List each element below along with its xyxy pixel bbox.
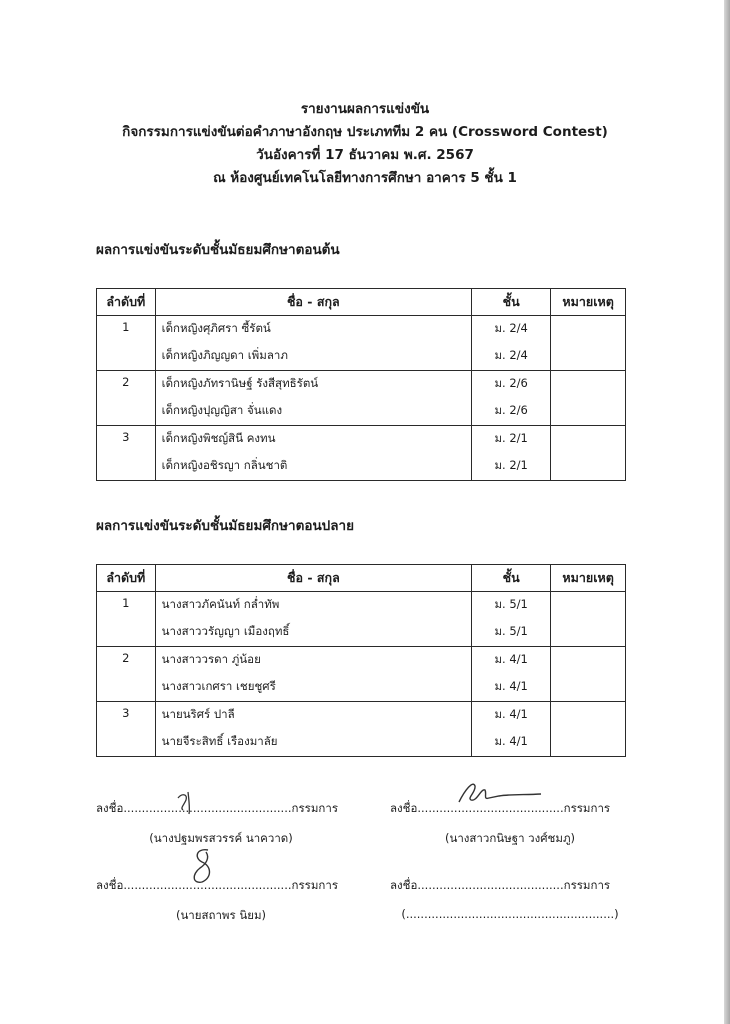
- report-title-block: [0, 98, 730, 190]
- table-row: [97, 426, 626, 481]
- signature-block-3: [96, 877, 346, 925]
- sign-prefix: ลงชื่อ: [96, 801, 124, 815]
- signature-line: ลงชื่อ..............................................กรรมการ: [96, 878, 339, 892]
- student-class: ม. 4/1: [494, 707, 528, 721]
- table-header-row: [97, 565, 626, 592]
- contest-venue: ณ ห้องศูนย์เทคโนโลยีทางการศึกษา อาคาร 5 ชั้น 1: [213, 170, 517, 186]
- student-class: ม. 4/1: [494, 679, 528, 693]
- names-cell: [155, 371, 471, 426]
- class-cell: [472, 316, 551, 371]
- rank-cell: 2: [97, 647, 156, 702]
- header-class: ชั้น: [472, 565, 551, 592]
- student-class: ม. 4/1: [494, 652, 528, 666]
- handwritten-signature-3: [186, 846, 220, 888]
- rank-cell: 1: [97, 592, 156, 647]
- student-class: ม. 2/4: [494, 321, 528, 335]
- signer-name: (.........................................................): [401, 907, 619, 921]
- results-table-upper-secondary: [96, 564, 626, 757]
- class-cell: [472, 592, 551, 647]
- report-title: รายงานผลการแข่งขัน: [300, 101, 430, 117]
- signature-line: ลงชื่อ........................................กรรมการ: [390, 878, 611, 892]
- sign-prefix: ลงชื่อ: [390, 878, 418, 892]
- student-name: นายจีระสิทธิ์ เรืองมาลัย: [161, 734, 278, 748]
- student-name: เด็กหญิงอชิรญา กลิ่นชาติ: [161, 458, 288, 472]
- results-table-lower-secondary: [96, 288, 626, 481]
- table-row: [97, 702, 626, 757]
- student-name: นางสาวเกศรา เชยชูศรี: [161, 679, 276, 693]
- signer-name: (นายสถาพร นิยม): [175, 908, 267, 922]
- student-class: ม. 5/1: [494, 624, 528, 638]
- note-cell: [551, 592, 626, 647]
- class-cell: [472, 426, 551, 481]
- note-cell: [551, 647, 626, 702]
- activity-title: กิจกรรมการแข่งขันต่อคำภาษาอังกฤษ ประเภททีม 2 คน (Crossword Contest): [122, 124, 608, 140]
- table-row: [97, 371, 626, 426]
- student-name: เด็กหญิงศุภิศรา ซี้รัตน์: [161, 321, 271, 335]
- signature-block-1: [96, 800, 346, 848]
- student-name: เด็กหญิงภิญญดา เพิ่มลาภ: [161, 348, 288, 362]
- signer-name: (นางปฐมพรสวรรค์ นาควาด): [149, 831, 293, 845]
- header-no: ลำดับที่: [97, 565, 156, 592]
- names-cell: [155, 592, 471, 647]
- student-class: ม. 2/4: [494, 348, 528, 362]
- handwritten-signature-2: [455, 778, 545, 808]
- table-row: [97, 316, 626, 371]
- rank-cell: 2: [97, 371, 156, 426]
- student-class: ม. 5/1: [494, 597, 528, 611]
- student-name: เด็กหญิงภัทรานิษฐ์ รังสีสุทธิรัตน์: [161, 376, 319, 390]
- table-header-row: [97, 289, 626, 316]
- header-class: ชั้น: [472, 289, 551, 316]
- student-name: เด็กหญิงพิชญ์สินี คงทน: [161, 431, 276, 445]
- sign-role: กรรมการ: [563, 801, 611, 815]
- header-no: ลำดับที่: [97, 289, 156, 316]
- header-name: ชื่อ - สกุล: [155, 565, 471, 592]
- note-cell: [551, 702, 626, 757]
- sign-prefix: ลงชื่อ: [96, 878, 124, 892]
- class-cell: [472, 371, 551, 426]
- student-name: นางสาววรัญญา เมืองฤทธิ์: [161, 624, 290, 638]
- sign-prefix: ลงชื่อ: [390, 801, 418, 815]
- names-cell: [155, 426, 471, 481]
- student-name: เด็กหญิงปุญญิสา จั่นแดง: [161, 403, 283, 417]
- class-cell: [472, 647, 551, 702]
- section-heading-upper-secondary: ผลการแข่งขันระดับชั้นมัธยมศึกษาตอนปลาย: [96, 518, 355, 534]
- section-heading-lower-secondary: ผลการแข่งขันระดับชั้นมัธยมศึกษาตอนต้น: [96, 242, 340, 258]
- contest-date: วันอังคารที่ 17 ธันวาคม พ.ศ. 2567: [256, 147, 474, 163]
- rank-cell: 1: [97, 316, 156, 371]
- header-note: หมายเหตุ: [551, 565, 626, 592]
- student-class: ม. 4/1: [494, 734, 528, 748]
- student-class: ม. 2/6: [494, 403, 528, 417]
- signature-block-4: [390, 877, 630, 921]
- table-row: [97, 647, 626, 702]
- student-class: ม. 2/6: [494, 376, 528, 390]
- student-name: นางสาวภัคนันท์ กล่ำทัพ: [161, 597, 280, 611]
- signature-line: ลงชื่อ..............................................กรรมการ: [96, 801, 339, 815]
- sign-role: กรรมการ: [291, 801, 339, 815]
- names-cell: [155, 316, 471, 371]
- student-name: นางสาววรดา ภู่น้อย: [161, 652, 261, 666]
- rank-cell: 3: [97, 702, 156, 757]
- note-cell: [551, 371, 626, 426]
- note-cell: [551, 426, 626, 481]
- sign-role: กรรมการ: [563, 878, 611, 892]
- class-cell: [472, 702, 551, 757]
- table-row: [97, 592, 626, 647]
- header-name: ชื่อ - สกุล: [155, 289, 471, 316]
- header-note: หมายเหตุ: [551, 289, 626, 316]
- names-cell: [155, 702, 471, 757]
- student-class: ม. 2/1: [494, 431, 528, 445]
- names-cell: [155, 647, 471, 702]
- student-class: ม. 2/1: [494, 458, 528, 472]
- handwritten-signature-1: [172, 790, 202, 816]
- student-name: นายนริศร์ ปาลี: [161, 707, 235, 721]
- sign-role: กรรมการ: [291, 878, 339, 892]
- signature-line: ลงชื่อ........................................กรรมการ: [390, 801, 611, 815]
- signer-name: (นางสาวกนิษฐา วงศ์ชมภู): [444, 831, 576, 845]
- rank-cell: 3: [97, 426, 156, 481]
- note-cell: [551, 316, 626, 371]
